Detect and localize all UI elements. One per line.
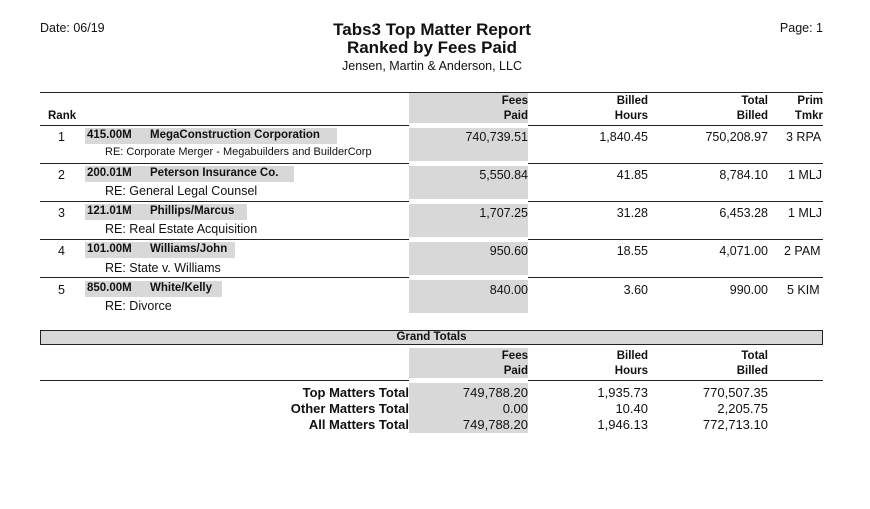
row-rank: 4 bbox=[58, 244, 65, 258]
row-divider bbox=[528, 163, 823, 164]
row-divider bbox=[528, 239, 823, 240]
billed-hours: 31.28 bbox=[616, 206, 648, 220]
matter-description: RE: Corporate Merger - Megabuilders and BuilderCorp bbox=[105, 146, 372, 158]
client-name: White/Kelly bbox=[150, 282, 212, 294]
gt-label-top: Top Matters Total bbox=[302, 385, 409, 400]
fees-paid: 1,707.25 bbox=[479, 206, 528, 220]
total-billed: 8,784.10 bbox=[719, 168, 768, 182]
firm-name: Jensen, Martin & Anderson, LLC bbox=[342, 59, 522, 73]
report-date: Date: 06/19 bbox=[40, 21, 105, 35]
gt-hours-other: 10.40 bbox=[615, 401, 648, 416]
gt-total-top: 770,507.35 bbox=[702, 385, 768, 400]
matter-number: 101.00M bbox=[87, 243, 132, 255]
header-bottom-rule bbox=[40, 125, 409, 126]
gt-header-rule-right bbox=[528, 380, 823, 381]
matter-number: 121.01M bbox=[87, 205, 132, 217]
primary-timekeeper: 5 KIM bbox=[787, 283, 820, 297]
matter-number: 200.01M bbox=[87, 167, 132, 179]
row-divider bbox=[40, 163, 409, 164]
gt-hours-all: 1,946.13 bbox=[597, 417, 648, 432]
matter-number: 850.00M bbox=[87, 282, 132, 294]
matter-number: 415.00M bbox=[87, 129, 132, 141]
total-billed: 4,071.00 bbox=[719, 244, 768, 258]
page-number: Page: 1 bbox=[779, 21, 823, 35]
row-rank: 3 bbox=[58, 206, 65, 220]
row-divider bbox=[528, 277, 823, 278]
row-rank: 5 bbox=[58, 283, 65, 297]
report-title: Tabs3 Top Matter Report bbox=[333, 20, 531, 39]
matter-description: RE: State v. Williams bbox=[105, 261, 221, 275]
gt-fees-top: 749,788.20 bbox=[462, 385, 528, 400]
header-bottom-rule-right bbox=[528, 125, 823, 126]
billed-hours: 41.85 bbox=[616, 168, 648, 182]
client-name: Williams/John bbox=[150, 243, 228, 255]
col-tmkr-2: Tmkr bbox=[794, 110, 823, 122]
row-divider bbox=[40, 201, 409, 202]
matter-description: RE: Divorce bbox=[105, 299, 172, 313]
fees-paid: 950.60 bbox=[489, 244, 528, 258]
gt-hours-top: 1,935.73 bbox=[597, 385, 648, 400]
matter-description: RE: Real Estate Acquisition bbox=[105, 222, 258, 236]
billed-hours: 1,840.45 bbox=[599, 130, 648, 144]
row-rank: 2 bbox=[58, 168, 65, 182]
gt-col-total-2: Billed bbox=[736, 365, 768, 377]
fees-paid: 5,550.84 bbox=[479, 168, 528, 182]
total-billed: 750,208.97 bbox=[705, 130, 768, 144]
billed-hours: 18.55 bbox=[616, 244, 648, 258]
gt-col-fees-2: Paid bbox=[503, 365, 528, 377]
row-divider bbox=[40, 239, 409, 240]
col-total-1: Total bbox=[741, 95, 768, 107]
col-total-2: Billed bbox=[736, 110, 768, 122]
total-billed: 990.00 bbox=[729, 283, 768, 297]
gt-col-hours-2: Hours bbox=[614, 365, 648, 377]
total-billed: 6,453.28 bbox=[719, 206, 768, 220]
gt-total-other: 2,205.75 bbox=[717, 401, 768, 416]
primary-timekeeper: 3 RPA bbox=[786, 130, 822, 144]
col-rank: Rank bbox=[48, 110, 77, 122]
col-tmkr-1: Prim bbox=[797, 95, 823, 107]
fees-paid: 740,739.51 bbox=[465, 130, 528, 144]
gt-col-hours-1: Billed bbox=[616, 350, 648, 362]
gt-label-all: All Matters Total bbox=[308, 417, 409, 432]
client-name: Phillips/Marcus bbox=[150, 205, 235, 217]
primary-timekeeper: 1 MLJ bbox=[788, 168, 823, 182]
grand-totals-header: Grand Totals bbox=[40, 330, 823, 345]
gt-header-rule bbox=[40, 380, 409, 381]
gt-fees-other: 0.00 bbox=[502, 401, 528, 416]
report-subtitle: Ranked by Fees Paid bbox=[346, 38, 518, 57]
col-fees-2: Paid bbox=[503, 110, 528, 122]
client-name: MegaConstruction Corporation bbox=[150, 129, 320, 141]
primary-timekeeper: 1 MLJ bbox=[788, 206, 823, 220]
fees-paid: 840.00 bbox=[489, 283, 528, 297]
row-rank: 1 bbox=[58, 130, 65, 144]
matter-description: RE: General Legal Counsel bbox=[105, 184, 258, 198]
gt-total-all: 772,713.10 bbox=[702, 417, 768, 432]
gt-label-other: Other Matters Total bbox=[290, 401, 409, 416]
billed-hours: 3.60 bbox=[623, 283, 648, 297]
primary-timekeeper: 2 PAM bbox=[784, 244, 821, 258]
header-top-rule bbox=[40, 92, 823, 93]
col-hours-2: Hours bbox=[614, 110, 648, 122]
client-name: Peterson Insurance Co. bbox=[150, 167, 279, 179]
gt-fees-all: 749,788.20 bbox=[462, 417, 528, 432]
col-hours-1: Billed bbox=[616, 95, 648, 107]
col-fees-1: Fees bbox=[501, 95, 528, 107]
gt-col-fees-1: Fees bbox=[501, 350, 528, 362]
row-divider bbox=[528, 201, 823, 202]
gt-col-total-1: Total bbox=[741, 350, 768, 362]
row-divider bbox=[40, 277, 409, 278]
